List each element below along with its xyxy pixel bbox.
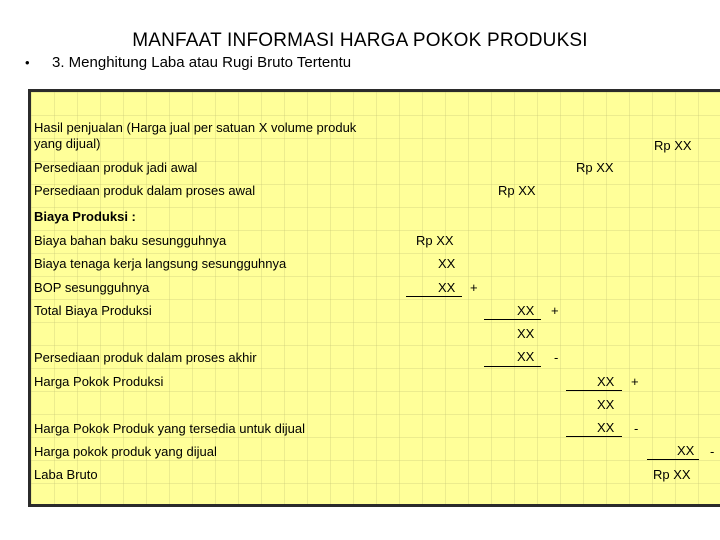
row-laba-bruto: Laba Bruto	[34, 467, 98, 482]
row-bop: BOP sesungguhnya	[34, 280, 150, 295]
bop-operator: +	[470, 280, 478, 295]
hpp-value: XX	[597, 374, 615, 389]
tersedia-underline	[566, 436, 622, 437]
hpp-operator: +	[631, 374, 639, 389]
row-persediaan-jadi-awal: Persediaan produk jadi awal	[34, 160, 198, 175]
bop-value: XX	[438, 280, 456, 295]
pokok-dijual-operator: -	[710, 444, 715, 459]
subtotal-1-value: XX	[517, 326, 535, 341]
row-tersedia-dijual: Harga Pokok Produk yang tersedia untuk dijual	[34, 421, 305, 436]
bahan-baku-value: Rp XX	[416, 233, 454, 248]
total-biaya-underline	[484, 319, 541, 320]
income-statement-panel	[28, 89, 720, 507]
pokok-dijual-underline	[647, 459, 699, 460]
page-title: MANFAAT INFORMASI HARGA POKOK PRODUKSI	[132, 30, 588, 51]
hasil-penjualan-value: Rp XX	[654, 138, 692, 153]
row-persediaan-proses-awal: Persediaan produk dalam proses awal	[34, 183, 256, 198]
persediaan-proses-akhir-value: XX	[517, 349, 535, 364]
persediaan-proses-akhir-operator: -	[554, 350, 559, 365]
row-bahan-baku: Biaya bahan baku sesungguhnya	[34, 233, 227, 248]
bullet-dot: •	[25, 55, 30, 70]
row-hasil-penjualan-line1: Hasil penjualan (Harga jual per satuan X volume produk	[34, 120, 357, 135]
bullet-text: 3. Menghitung Laba atau Rugi Bruto Tertentu	[52, 54, 352, 71]
row-hasil-penjualan-line2: yang dijual)	[34, 136, 101, 151]
tenaga-kerja-value: XX	[438, 256, 456, 271]
section-biaya-produksi: Biaya Produksi :	[34, 209, 136, 224]
persediaan-jadi-awal-value: Rp XX	[576, 160, 614, 175]
row-pokok-produk-dijual: Harga pokok produk yang dijual	[34, 444, 217, 459]
laba-bruto-value: Rp XX	[653, 467, 691, 482]
total-biaya-operator: +	[551, 303, 559, 318]
subtotal-2-value: XX	[597, 397, 615, 412]
proses-akhir-underline	[484, 366, 541, 367]
total-biaya-value: XX	[517, 303, 535, 318]
row-persediaan-proses-akhir: Persediaan produk dalam proses akhir	[34, 350, 257, 365]
row-total-biaya-produksi: Total Biaya Produksi	[34, 303, 152, 318]
row-tenaga-kerja: Biaya tenaga kerja langsung sesungguhnya	[34, 256, 287, 271]
hpp-underline	[566, 390, 622, 391]
pokok-dijual-value: XX	[677, 443, 695, 458]
row-harga-pokok-produksi: Harga Pokok Produksi	[34, 374, 164, 389]
bop-underline	[406, 296, 462, 297]
tersedia-dijual-operator: -	[634, 421, 639, 436]
persediaan-proses-awal-value: Rp XX	[498, 183, 536, 198]
tersedia-dijual-value: XX	[597, 420, 615, 435]
